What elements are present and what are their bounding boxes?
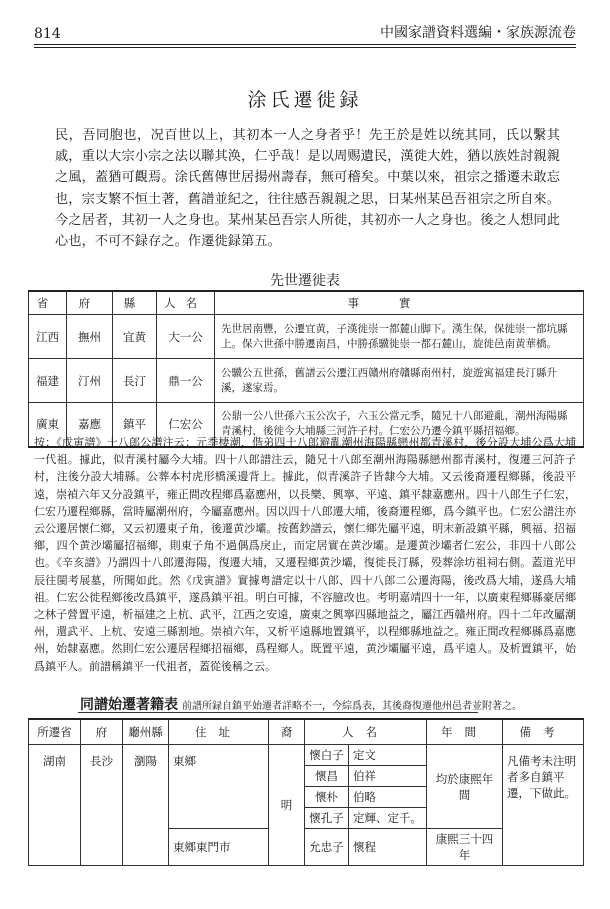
intro-paragraph: 民，吾同胞也，况百世以上，其初本一人之身者乎！先王於是姓以统其同，氏以繫其戚，重以大宗小宗之法以聯其涣，仁乎哉！是以周赐遺民，漢徙大姓，猶以族姓討親親之風，蓋猶可觀焉。涂氏舊傳世居揚州壽春，無可稽矣。中葉以來，祖宗之播遷未敢忘也，宗支繁不恒土著，舊譜並紀之，往往感吾親親之思，日某州某邑吾祖宗之所自來。今之居者，其初一人之身也。某州某邑吾宗人所徙，其初亦一人之身也。後之人想同此心也，不可不録存之。作遷徙録第五。: [55, 128, 560, 250]
chapter-title: 涂氏遷徙録: [247, 89, 363, 111]
table2-header-row: [29, 719, 584, 745]
cell-person-name: 允忠子: [305, 829, 349, 866]
cell-prefecture: 嘉應: [67, 403, 113, 447]
cell-address: 東鄉: [169, 745, 269, 829]
cell-fact: 公驥公五世孫，舊譜云公遷江西贛州府贛縣南州村，旋遊寓福建長汀縣升溪，遂家焉。: [215, 359, 584, 403]
table2-subtitle: 前譜所録自鎮平始遷者詳略不一，今綜爲表，其後裔復遷他州邑者並附著之。: [182, 701, 522, 712]
header-dest-county: 廳州縣: [123, 719, 169, 745]
cell-person-child: 定輝、定千。: [349, 808, 427, 829]
cell-county: 鎮平: [113, 403, 157, 447]
migration-table: [28, 290, 584, 448]
cell-period: 康熙三十四年: [427, 829, 503, 866]
cell-prefecture: 汀州: [67, 359, 113, 403]
header-dest-prefecture: 府: [81, 719, 123, 745]
cell-person-child: 伯略: [349, 787, 427, 808]
header-person: 人名: [305, 719, 427, 745]
cell-province: 江西: [29, 315, 67, 359]
table2-caption: [80, 694, 580, 714]
header-descent: 裔: [269, 719, 305, 745]
page-number: 814: [34, 26, 61, 42]
header-remark: 備考: [503, 719, 584, 745]
table-row: [29, 359, 584, 403]
cell-person-child: 懷程: [349, 829, 427, 866]
cell-fact: 先世居南豐，公遷宜黄，子漢徙崇一都麓山脚下。漢生保，保徙崇一都坑縣上。保六世孫中勝遷南昌，中勝孫驥徙崇一都石麓山，旋徙邑南黄華橋。: [215, 315, 584, 359]
cell-name: 鼎一公: [157, 359, 215, 403]
table1-title: 先世遷徙表: [270, 273, 340, 289]
cell-prefecture: 撫州: [67, 315, 113, 359]
header-province: 省: [29, 291, 67, 315]
cell-person-child: 定文: [349, 745, 427, 766]
cell-dest-county: 瀏陽: [123, 745, 169, 866]
header-county: 縣: [113, 291, 157, 315]
table1-header-row: [29, 291, 584, 315]
header-fact: 事實: [215, 291, 584, 315]
header-dest-province: 所遷省: [29, 719, 81, 745]
table-row: [29, 745, 584, 766]
table-row: [29, 315, 584, 359]
note-paragraph: 按：《戊寅譜》十八郎公譜注云：元季棲潮，偕弟四十八郎避亂潮州海陽縣戀州都青溪村，後分設大埔公爲大埔一代祖。據此，似青溪村屬今大埔。四十八郎譜注云，隨兄十八郎至潮州海陽縣戀州都青溪村，復遷三河許子村，注後分設大埔縣。公葬本村虎形橋溪邊背上。據此，似青溪許子皆隸今大埔。又云後裔遷程鄉縣，後設平遠，崇禎六年又分設鎮平，雍正間改程鄉爲嘉應州，以長樂、興寧、平遠、鎮平隸嘉應州。四十八郎生子仁宏，仁宏乃遷程鄉縣，當時屬潮州府，今屬嘉應州。因以四十八郎遷大埔，後裔遷程鄉，爲今鎮平也。仁宏公譜注亦云公遷居懷仁鄉，又云初遷東子角，後遷黄沙壩。按舊鈔譜云，懷仁鄉先屬平遠，明末新設鎮平縣，興福、招福鄉，四个黄沙壩屬招福鄉，則東子角不過偶爲戾止，而定居實在黄沙壩。是遷黄沙壩者仁宏公，非四十八郎公也。《辛亥譜》乃謂四十八郎遷海陽，復遷大埔，又遷程鄉黄沙壩，復徙長汀縣，殁葬涂坊祖祠右側。蓋道光甲辰往閩考展墓，所聞如此。然《戊寅譜》實據粤譜定以十八郎、四十八郎二公遷海陽，後改爲大埔，遂爲大埔祖。仁宏公徙程鄉後改爲鎮平，遂爲鎮平祖。明白可據，不容臆改也。考明嘉靖四十一年，以廣東程鄉縣豪居鄉之林子營置平遠，析福建之上杭、武平，江西之安遠，廣東之興寧四縣地益之，屬江西贛州府。四十二年改屬潮州，還武平、上杭、安遠三縣割地。崇禎六年，又析平遠縣地置鎮平，以程鄉縣地益之。雍正間改程鄉縣爲嘉應州，始隸嘉應。然則仁宏公遷居程鄉招福鄉，爲程鄉人。既置平遠，黄沙壩屬平遠，爲平遠人。及析置鎮平，始爲鎮平人。前譜稱鎮平一代祖者，蓋從後稱之云。: [34, 436, 576, 673]
header-name: 人名: [157, 291, 215, 315]
table2-caption-rule: [78, 712, 478, 713]
cell-name: 仁宏公: [157, 403, 215, 447]
cell-descent: 明: [269, 745, 305, 866]
cell-name: 大一公: [157, 315, 215, 359]
header-period: 年間: [427, 719, 503, 745]
cell-dest-prefecture: 長沙: [81, 745, 123, 866]
cell-person-name: 懷昌: [305, 766, 349, 787]
table2-title: 同譜始遷著籍表: [80, 697, 178, 713]
cell-county: 宜黄: [113, 315, 157, 359]
cell-person-name: 懷白子: [305, 745, 349, 766]
header-prefecture: 府: [67, 291, 113, 315]
running-header: [34, 20, 576, 42]
settlement-table: [28, 718, 584, 866]
header-rule: [34, 44, 576, 45]
cell-person-name: 懷孔子: [305, 808, 349, 829]
cell-remark: 凡備考未注明者多自鎮平遷，下做此。: [503, 745, 584, 866]
cell-address: 東鄉東門市: [169, 829, 269, 866]
header-address: 住址: [169, 719, 269, 745]
cell-dest-province: 湖南: [29, 745, 81, 866]
header-rule-double: [34, 47, 576, 48]
cell-province: 廣東: [29, 403, 67, 447]
cell-province: 福建: [29, 359, 67, 403]
cell-county: 長汀: [113, 359, 157, 403]
book-title: 中國家譜資料選編・家族源流卷: [380, 25, 576, 41]
cell-person-child: 伯祥: [349, 766, 427, 787]
cell-period: 均於康熙年間: [427, 745, 503, 829]
cell-fact: 公鼎一公八世孫六玉公次子，六玉公當元季，隨兄十八郎避亂，潮州海陽縣青溪村，後徙今大埔縣三河許子村。仁宏公乃遷今鎮平縣招福鄉。: [215, 403, 584, 447]
cell-person-name: 懷朴: [305, 787, 349, 808]
